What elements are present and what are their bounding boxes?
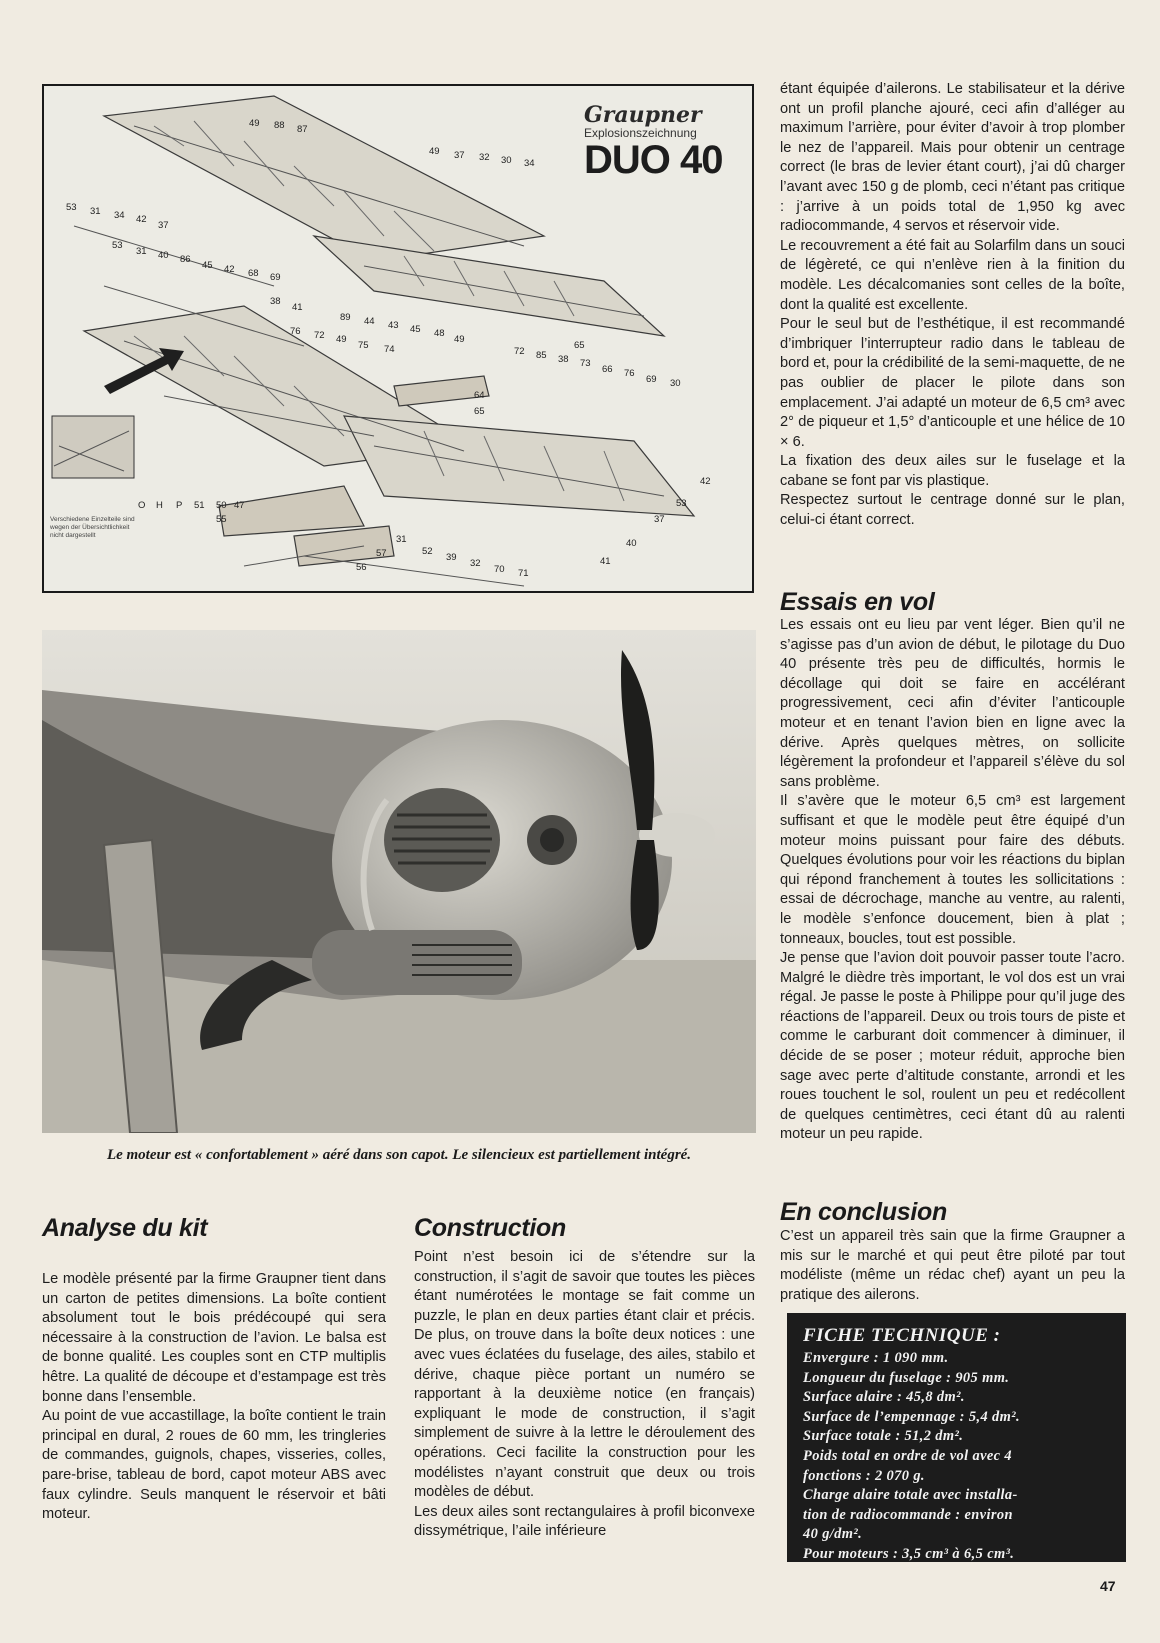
svg-text:40: 40 <box>626 538 637 549</box>
model-name: DUO 40 <box>584 138 723 182</box>
svg-text:37: 37 <box>454 150 465 161</box>
svg-text:38: 38 <box>558 354 569 365</box>
propeller-blade-bottom <box>631 840 659 950</box>
svg-text:48: 48 <box>434 328 445 339</box>
svg-text:38: 38 <box>270 296 281 307</box>
diagram-footnote: Verschiedene Einzelteile sind wegen der Übersichtlichkeit nicht dargestellt <box>50 516 135 539</box>
fuselage-side <box>219 486 364 536</box>
construction-section <box>414 1248 755 1542</box>
fiche-line: Envergure : 1 090 mm. <box>803 1350 949 1366</box>
paragraph: Le recouvrement a été fait au Solarfilm dans un souci de légèreté, ce qui n’enlève rien à la finition du modèle. Les décalcomanies sont celles de la boîte, dont la qualité est excellente. <box>780 237 1125 313</box>
svg-text:52: 52 <box>422 546 433 557</box>
svg-text:31: 31 <box>90 206 101 217</box>
svg-text:45: 45 <box>202 260 213 271</box>
paragraph: Je pense que l’avion doit pouvoir passer toute l’acro. Malgré le dièdre très important, le vol dos est un vrai régal. Je passe le poste à Philippe pour qu’il juge des réactions de l’appareil. Deux ou trois tours de piste et comme le carburant doit commencer à diminuer, il décide de se poser ; moteur réduit, approche bien sage avec perte d’altitude constante, arrondi et les roues touchent le sol, roulent un peu et redécollent de quelques centimètres, ceci étant dû au ralenti moteur un peu rapide. <box>780 950 1125 1143</box>
svg-text:34: 34 <box>114 210 125 221</box>
photo-caption: Le moteur est « confortablement » aéré dans son capot. Le silencieux est partiellement intégré. <box>106 1147 692 1163</box>
fuselage-part <box>294 526 394 566</box>
essais-section <box>780 616 1125 1145</box>
svg-text:69: 69 <box>270 272 281 283</box>
svg-text:45: 45 <box>410 324 421 335</box>
paragraph: étant équipée d’ailerons. Le stabilisateur et la dérive ont un profil planche ajouré, ceci afin d’alléger au maximum l’arrière, pour éviter d’avoir à trop plomber le nez de l’appareil. Mais pour obtenir un centrage correct (le bras de levier étant court), j’ai dû charger l’avant avec 150 g de plomb, ceci n’étant pas critique : j’arrive à un poids total de 1,950 kg avec radiocommande, 4 servos et réservoir vide. <box>780 81 1125 235</box>
svg-text:76: 76 <box>290 326 301 337</box>
svg-text:32: 32 <box>470 558 481 569</box>
diagram-brand-block <box>584 102 723 180</box>
svg-text:66: 66 <box>602 364 613 375</box>
svg-text:43: 43 <box>388 320 399 331</box>
svg-text:74: 74 <box>384 344 395 355</box>
svg-text:53: 53 <box>66 202 77 213</box>
exploded-diagram <box>42 84 754 593</box>
fiche-line: Poids total en ordre de vol avec 4 <box>803 1447 1013 1464</box>
svg-text:30: 30 <box>501 155 512 166</box>
svg-text:49: 49 <box>336 334 347 345</box>
heading-essais-en-vol: Essais en vol <box>780 588 935 616</box>
svg-text:88: 88 <box>274 120 285 131</box>
svg-text:56: 56 <box>356 562 367 573</box>
svg-text:65: 65 <box>574 340 585 351</box>
svg-text:49: 49 <box>454 334 465 345</box>
svg-text:41: 41 <box>292 302 303 313</box>
svg-text:72: 72 <box>514 346 525 357</box>
heading-construction: Construction <box>414 1214 566 1242</box>
svg-text:42: 42 <box>224 264 235 275</box>
svg-text:47: 47 <box>234 500 245 511</box>
svg-text:76: 76 <box>624 368 635 379</box>
svg-text:42: 42 <box>136 214 147 225</box>
fiche-title: FICHE TECHNIQUE : <box>803 1325 1001 1346</box>
svg-text:75: 75 <box>358 340 369 351</box>
svg-text:49: 49 <box>249 118 260 129</box>
brand-subtitle: Explosionszeichnung <box>584 126 697 140</box>
conclusion-section <box>780 1227 1125 1305</box>
svg-text:O: O <box>138 500 146 511</box>
svg-text:68: 68 <box>248 268 259 279</box>
engine-photo <box>42 630 756 1133</box>
fiche-line: Surface de l’empennage : 5,4 dm². <box>803 1408 1020 1425</box>
svg-text:30: 30 <box>670 378 681 389</box>
svg-text:86: 86 <box>180 254 191 265</box>
lower-wing-right-panel <box>344 416 694 516</box>
paragraph: Respectez surtout le centrage donné sur le plan, celui-ci étant correct. <box>780 492 1125 529</box>
svg-text:49: 49 <box>429 146 440 157</box>
fiche-line: fonctions : 2 070 g. <box>803 1467 925 1484</box>
svg-text:P: P <box>176 500 183 511</box>
svg-text:37: 37 <box>654 514 665 525</box>
upper-wing-left-panel <box>104 96 544 261</box>
svg-text:53: 53 <box>112 240 123 251</box>
paragraph: Les deux ailes sont rectangulaires à profil biconvexe dissymétrique, l’aile inférieure <box>414 1503 755 1540</box>
svg-text:72: 72 <box>314 330 325 341</box>
paragraph: Au point de vue accastillage, la boîte contient le train principal en dural, 2 roues de 60 mm, les tringleries de commandes, guignols, chapes, visseries, colles, pare-brise, tableau de bord, capot moteur ABS avec faux cylindre. Seuls manquent le réservoir et bâti moteur. <box>42 1408 386 1523</box>
muffler <box>312 930 522 995</box>
svg-text:64: 64 <box>474 390 485 401</box>
paragraph: Pour le seul but de l’esthétique, il est recommandé d’imbriquer l’interrupteur radio dans le tableau de bord et, pour la crédibilité de la semi-maquette, de ne pas oublier de placer le pilote dans son emplacement. J’ai adapté un moteur de 6,5 cm³ avec 2° de piqueur et 1,5° d’anticouple et une hélice de 10 × 6. <box>780 316 1125 450</box>
svg-text:39: 39 <box>446 552 457 563</box>
svg-text:55: 55 <box>216 514 227 525</box>
fiche-line: tion de radiocommande : environ <box>803 1506 1013 1523</box>
fiche-line: Surface alaire : 45,8 dm². <box>803 1389 965 1406</box>
fiche-line: 40 g/dm². <box>803 1526 863 1543</box>
heading-analyse-du-kit: Analyse du kit <box>42 1214 208 1242</box>
svg-text:31: 31 <box>136 246 147 257</box>
svg-text:85: 85 <box>536 350 547 361</box>
svg-text:31: 31 <box>396 534 407 545</box>
svg-text:37: 37 <box>158 220 169 231</box>
svg-text:50: 50 <box>216 500 227 511</box>
svg-text:32: 32 <box>479 152 490 163</box>
paragraph: Les essais ont eu lieu par vent léger. Bien qu’il ne s’agisse pas d’un avion de début, le pilotage du Duo 40 présente très peu de difficultés, hormis le décollage qui doit se faire en accélérant progressivement, ceci afin d’éviter l’anticouple moteur et en tenant l’avion bien en ligne avec la dérive. Après quelques mètres, on sollicite légèrement la profondeur et l’appareil s’élève du sol sans problème. <box>780 617 1125 790</box>
svg-text:34: 34 <box>524 158 535 169</box>
inset-detail <box>52 416 134 478</box>
brand-name: Graupner <box>584 102 702 128</box>
engine-photo-illustration <box>42 630 756 1133</box>
svg-text:41: 41 <box>600 556 611 567</box>
fiche-line: Surface totale : 51,2 dm². <box>803 1428 964 1445</box>
fiche-line: Longueur du fuselage : 905 mm. <box>803 1369 1010 1386</box>
svg-text:44: 44 <box>364 316 375 327</box>
paragraph: Point n’est besoin ici de s’étendre sur la construction, il s’agit de savoir que toutes les pièces étant numérotées le montage se fait comme un puzzle, le plan en deux parties étant clair et précis. De plus, on trouve dans la boîte deux notices : une avec vues éclatées du fuselage, des ailes, stabilo et dérive, chaque pièce portant un numéro se rapportant à la deuxième notice (en français) expliquant le mode de construction, il s’agit simplement de suivre à la lettre le déroulement des opérations. Ceci facilite la construction pour les modélistes n’ayant construit que deux ou trois modèles de début. <box>414 1249 755 1501</box>
fiche-line: Charge alaire totale avec installa- <box>803 1487 1018 1504</box>
svg-text:51: 51 <box>194 500 205 511</box>
svg-text:89: 89 <box>340 312 351 323</box>
page-number: 47 <box>1100 1578 1116 1594</box>
svg-text:57: 57 <box>376 548 387 559</box>
fiche-line: Pour moteurs : 3,5 cm³ à 6,5 cm³. <box>803 1545 1015 1562</box>
svg-text:87: 87 <box>297 124 308 135</box>
heading-en-conclusion: En conclusion <box>780 1198 947 1226</box>
svg-text:73: 73 <box>580 358 591 369</box>
svg-text:71: 71 <box>518 568 529 579</box>
paragraph: Le modèle présenté par la firme Graupner tient dans un carton de petites dimensions. La boîte contient absolument tout le bois prédécoupé qui sera nécessaire à la construction de l’avion. Le balsa est de bonne qualité. Les couples sont en CTP multiplis hêtre. La qualité de découpe et d’estampage est très bonne dans l’ensemble. <box>42 1271 386 1405</box>
svg-text:70: 70 <box>494 564 505 575</box>
svg-text:40: 40 <box>158 250 169 261</box>
fiche-technique-box <box>787 1313 1126 1562</box>
paragraph: C’est un appareil très sain que la firme Graupner a mis sur le marché et qui peut être piloté par tout modéliste (même un rédac chef) ayant un peu la pratique des ailerons. <box>780 1228 1125 1303</box>
analyse-section <box>42 1270 386 1525</box>
svg-text:69: 69 <box>646 374 657 385</box>
svg-text:65: 65 <box>474 406 485 417</box>
svg-text:H: H <box>156 500 163 511</box>
paragraph: Il s’avère que le moteur 6,5 cm³ est largement suffisant et que le modèle peut être équipé d’un moteur moins puissant pour faire des débuts. Quelques évolutions pour voir les réactions du biplan qui répond franchement à toutes les sollicitations : essai de décrochage, manche au ventre, au ralenti, le modèle s’enfonce doucement, bien à plat ; tonneaux, boucles, tout est possible. <box>780 793 1125 947</box>
paragraph: La fixation des deux ailes sur le fuselage et la cabane se font par vis plastique. <box>780 453 1125 489</box>
right-column-intro <box>780 80 1125 531</box>
svg-text:42: 42 <box>700 476 711 487</box>
svg-text:53: 53 <box>676 498 687 509</box>
